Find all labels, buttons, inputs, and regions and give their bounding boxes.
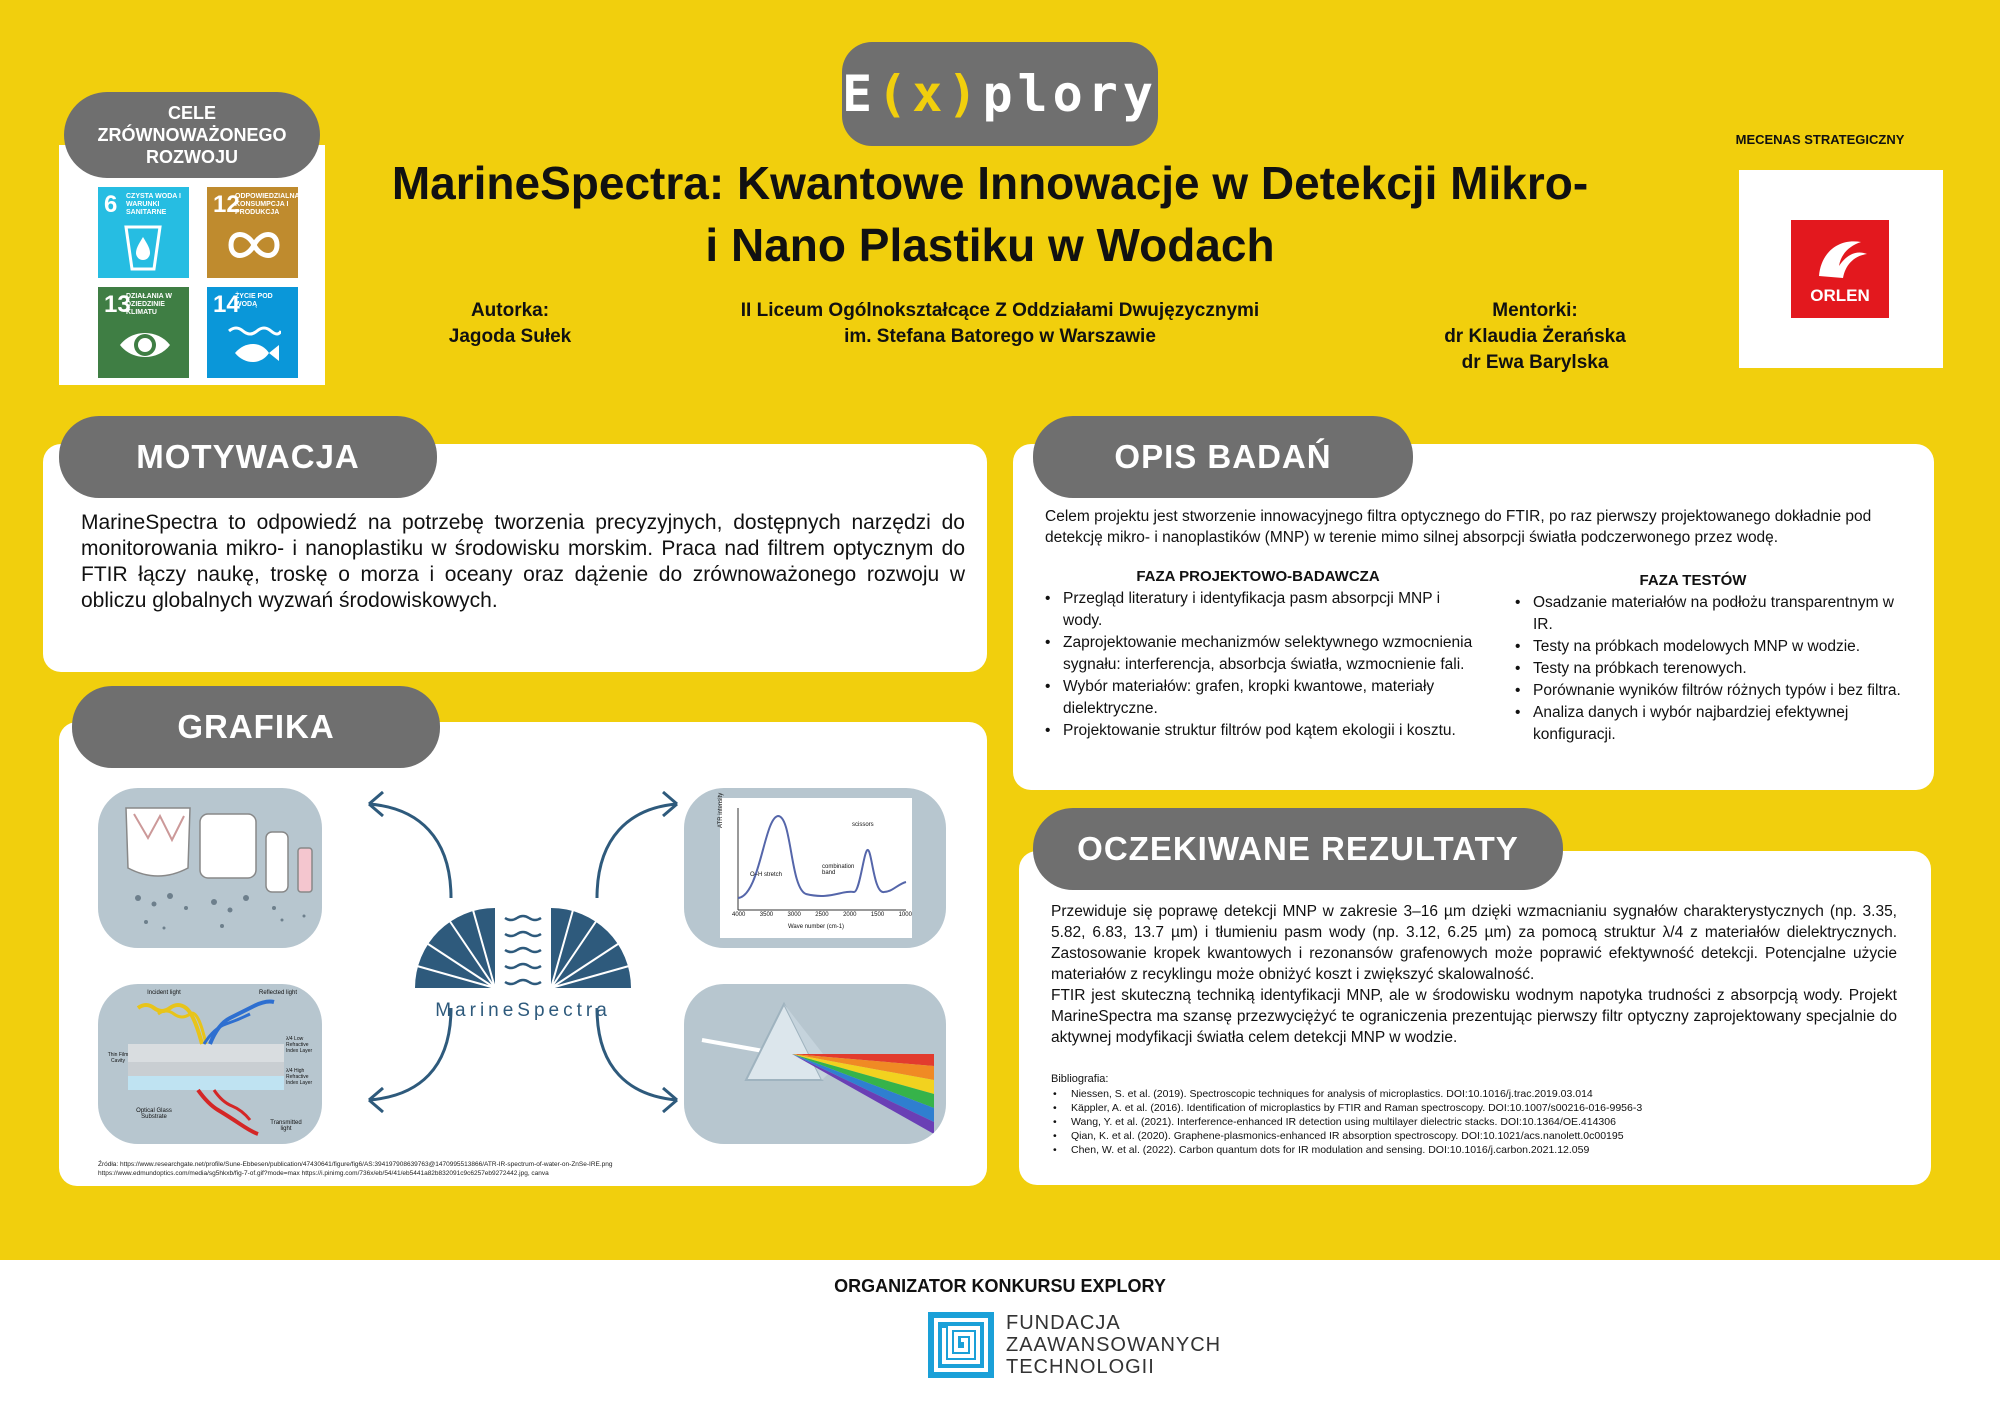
sdg-tile-label: CZYSTA WODA I WARUNKI SANITARNE <box>126 193 181 216</box>
bibliography-list <box>1051 1087 1897 1157</box>
grafika-title: GRAFIKA <box>72 686 440 768</box>
spectrum-annotation-oh: O–H stretch <box>750 872 783 878</box>
sdg-label-line-2: ZRÓWNOWAŻONEGO <box>97 125 287 145</box>
title-line-1: MarineSpectra: Kwantowe Innowacje w Detekcji Mikro- <box>391 157 1589 209</box>
author-block <box>420 298 600 350</box>
logo-suffix: plory <box>982 65 1158 123</box>
phase2-item: • Porównanie wyników filtrów różnych typów i bez filtra. <box>1513 680 1903 702</box>
mentors-block <box>1400 298 1670 376</box>
sources-line-1: Źródła: https://www.researchgate.net/profile/Sune-Ebbesen/publication/47430641/figure/fig6/AS:394197908639763@1470995513866/ATR-IR-spectrum-of-water-on-ZnSe-IRE.png <box>98 1161 613 1168</box>
bibliography-item: • Chen, W. et al. (2022). Carbon quantum dots for IR modulation and sensing. DOI:10.1016/j.carbon.2021.12.059 <box>1051 1143 1897 1157</box>
phase2-item: • Analiza danych i wybór najbardziej efektywnej konfiguracji. <box>1513 702 1903 746</box>
logo-paren-close: ) <box>947 65 983 123</box>
spectrum-tick: 2000 <box>843 912 857 918</box>
sdg-tile-label: DZIAŁANIA W DZIEDZINIE KLIMATU <box>126 293 173 316</box>
poster-title <box>330 152 1650 276</box>
rezultaty-text <box>1051 901 1897 1048</box>
school-line-2: im. Stefana Batorego w Warszawie <box>844 326 1156 347</box>
phase2-title: FAZA TESTÓW <box>1639 572 1747 589</box>
footer <box>0 1260 2000 1414</box>
sdg-panel <box>59 145 325 385</box>
orlen-logo-text: ORLEN <box>1810 286 1870 305</box>
author-name: Jagoda Sułek <box>448 326 572 347</box>
label-reflected-light: Reflected light <box>258 990 298 996</box>
label-transmitted-light: Transmitted light <box>270 1120 302 1132</box>
patron-label: MECENAS STRATEGICZNY <box>1735 132 1905 147</box>
label-optical-substrate: Optical Glass Substrate <box>136 1108 172 1120</box>
rezultaty-title: OCZEKIWANE REZULTATY <box>1033 808 1563 890</box>
phase2-item: • Testy na próbkach terenowych. <box>1513 658 1903 680</box>
plastic-bottles-icon <box>98 788 322 948</box>
sdg-label-line-1: CELE <box>167 103 216 123</box>
logo-letter: E <box>842 65 878 123</box>
image-sources <box>98 1160 958 1178</box>
bibliography-item: • Qian, K. et al. (2020). Graphene-plasmonics-enhanced IR absorption spectroscopy. DOI:10.1021/acs.nanolett.0c00195 <box>1051 1129 1897 1143</box>
sources-line-2: https://www.edmundoptics.com/media/sg5hkxb/fig-7-of.gif?mode=max https://i.pinimg.com/736x/eb/54/41/eb5441a82b832091c9c6257eb9272442.jpg, canva <box>98 1170 549 1177</box>
explory-logo <box>842 42 1158 146</box>
phase1-item: • Przegląd literatury i identyfikacja pasm absorpcji MNP i wody. <box>1043 588 1483 632</box>
spectrum-annotation-scissors: scissors <box>852 822 874 828</box>
grafika-card <box>59 722 987 1186</box>
water-glass-icon <box>118 225 168 271</box>
sdg-label-line-3: ROZWOJU <box>146 147 238 167</box>
mentor-1: dr Klaudia Żerańska <box>1444 326 1626 347</box>
plastic-waste-illustration <box>98 788 322 948</box>
sdg-tile-label: ODPOWIEDZIALNA KONSUMPCJA I PRODUKCJA <box>235 193 300 216</box>
atr-spectrum-illustration <box>684 788 946 948</box>
fundacja-line-3: TECHNOLOGII <box>1006 1356 1155 1378</box>
bibliography-item: • Wang, Y. et al. (2021). Interference-enhanced IR detection using multilayer dielectric stacks. DOI:10.1364/OE.414306 <box>1051 1115 1897 1129</box>
spectrum-tick: 4000 <box>732 912 746 918</box>
logo-paren-open: ( <box>877 65 913 123</box>
bibliography-title: Bibliografia: <box>1051 1073 1109 1085</box>
opis-badan-title: OPIS BADAŃ <box>1033 416 1413 498</box>
sdg-tile-13 <box>98 287 189 378</box>
mentors-label: Mentorki: <box>1492 300 1578 321</box>
phase1-item: • Projektowanie struktur filtrów pod kątem ekologii i kosztu. <box>1043 720 1483 742</box>
spectrum-tick: 3500 <box>759 912 774 918</box>
spectrum-tick: 1500 <box>870 912 885 918</box>
sdg-tile-label: ŻYCIE POD WODĄ <box>235 293 273 308</box>
infinity-icon <box>227 225 281 265</box>
prism-illustration <box>684 984 946 1144</box>
marinespectra-logo-text: MarineSpectra <box>435 1000 611 1021</box>
sdg-tile-number: 13 <box>104 291 131 318</box>
fundacja-line-1: FUNDACJA <box>1006 1312 1121 1334</box>
spectrum-tick: 1000 <box>898 912 912 918</box>
sdg-tile-number: 14 <box>213 291 240 318</box>
motywacja-title: MOTYWACJA <box>59 416 437 498</box>
school-block <box>690 298 1310 350</box>
phase1-title: FAZA PROJEKTOWO-BADAWCZA <box>1136 568 1380 585</box>
phase1-item: • Zaprojektowanie mechanizmów selektywnego wzmocnienia sygnału: interferencja, absorbcja światła, wzmocnienie fali. <box>1043 632 1483 676</box>
label-high-index-layer: λ/4 High Refractive Index Layer <box>286 1068 313 1086</box>
phase2-list <box>1513 592 1903 746</box>
school-line-1: II Liceum Ogólnokształcące Z Oddziałami Dwujęzycznymi <box>740 300 1260 321</box>
label-incident-light: Incident light <box>147 990 181 996</box>
spectrum-tick: 2500 <box>815 912 829 918</box>
marinespectra-logo-icon <box>405 908 641 992</box>
rezultaty-card <box>1019 851 1931 1185</box>
sdg-tile-14 <box>207 287 298 378</box>
fundacja-line-2: ZAAWANSOWANYCH <box>1006 1334 1222 1356</box>
spectrum-ylabel: ATR intensity <box>718 792 724 828</box>
eagle-icon <box>1791 224 1889 284</box>
phase2-item: • Testy na próbkach modelowych MNP w wodzie. <box>1513 636 1903 658</box>
rezultaty-paragraph-2: FTIR jest skuteczną techniką identyfikacji MNP, ale w środowisku wodnym napotyka trudności z absorpcją wody. Projekt MarineSpectra ma szansę przezwyciężyć te ograniczenia prezentując pierwszy filtr optyczny zaprojektowany specjalnie do aktywnej modyfikacji światła celem detekcji MNP w wodzie. <box>1051 987 1897 1046</box>
sdg-label <box>64 92 320 178</box>
rezultaty-paragraph-1: Przewiduje się poprawę detekcji MNP w zakresie 3–16 µm dzięki wzmacnianiu sygnałów charakterystycznych (np. 3.35, 5.82, 6.83, 13.7 µm) i tłumieniu pasm wody (np. 3.12, 6.25 µm) za pomocą struktur λ/4 z materiałów dielektrycznych. Zastosowanie kropek kwantowych i rezonansów grafenowych może poprawić efektywność detekcji. Potencjalne użycie materiałów z recyklingu może obniżyć koszt i zwiększyć skalowalność. <box>1051 903 1897 983</box>
eye-globe-icon <box>118 325 172 365</box>
patron-logo-panel <box>1739 170 1943 368</box>
mentor-2: dr Ewa Barylska <box>1461 352 1609 373</box>
atr-spectrum-chart <box>718 792 912 938</box>
logo-x: x <box>912 65 948 123</box>
label-thin-film-cavity: Thin Film Cavity <box>107 1052 129 1064</box>
spectrum-ticks <box>732 912 912 918</box>
fish-icon <box>227 325 281 369</box>
fundacja-logo-icon <box>928 1312 994 1378</box>
motywacja-text: MarineSpectra to odpowiedź na potrzebę tworzenia precyzyjnych, dostępnych narzędzi do monitorowania mikro- i nanoplastiku w środowisku morskim. Praca nad filtrem optycznym do FTIR łączy naukę, troskę o morza i oceany oraz dążenie do zrównoważonego rozwoju w obliczu globalnych wyzwań środowiskowych. <box>81 511 965 612</box>
spectrum-xlabel: Wave number (cm-1) <box>787 924 845 930</box>
author-label: Autorka: <box>470 300 550 321</box>
phase1-item: • Wybór materiałów: grafen, kropki kwantowe, materiały dielektryczne. <box>1043 676 1483 720</box>
bibliography-item: • Käppler, A. et al. (2016). Identification of microplastics by FTIR and Raman spectroscopy. DOI:10.1007/s00216-016-9956-3 <box>1051 1101 1897 1115</box>
label-low-index-layer: λ/4 Low Refractive Index Layer <box>286 1036 313 1054</box>
thin-film-illustration <box>98 984 322 1144</box>
title-line-2: i Nano Plastiku w Wodach <box>705 219 1275 271</box>
fundacja-name <box>1006 1312 1221 1378</box>
opis-intro: Celem projektu jest stworzenie innowacyjnego filtra optycznego do FTIR, po raz pierwszy projektowanego dokładnie pod detekcję mikro- i nanoplastików (MNP) w terenie mimo silnej absorpcji światła podczerwonego przez wodę. <box>1045 508 1872 546</box>
spectrum-tick: 3000 <box>787 912 801 918</box>
phase2-item: • Osadzanie materiałów na podłożu transparentnym w IR. <box>1513 592 1903 636</box>
organizer-label: ORGANIZATOR KONKURSU EXPLORY <box>834 1276 1166 1296</box>
sdg-tile-number: 12 <box>213 191 240 218</box>
sdg-tile-6 <box>98 187 189 278</box>
orlen-logo <box>1791 220 1889 318</box>
prism-rainbow-icon <box>684 984 946 1144</box>
phase1-list <box>1043 588 1483 742</box>
sdg-tile-number: 6 <box>104 191 118 218</box>
bibliography-item: • Niessen, S. et al. (2019). Spectroscopic techniques for analysis of microplastics. DOI:10.1016/j.trac.2019.03.014 <box>1051 1087 1897 1101</box>
sdg-tile-12 <box>207 187 298 278</box>
spectrum-annotation-combination: combination band <box>822 864 855 876</box>
